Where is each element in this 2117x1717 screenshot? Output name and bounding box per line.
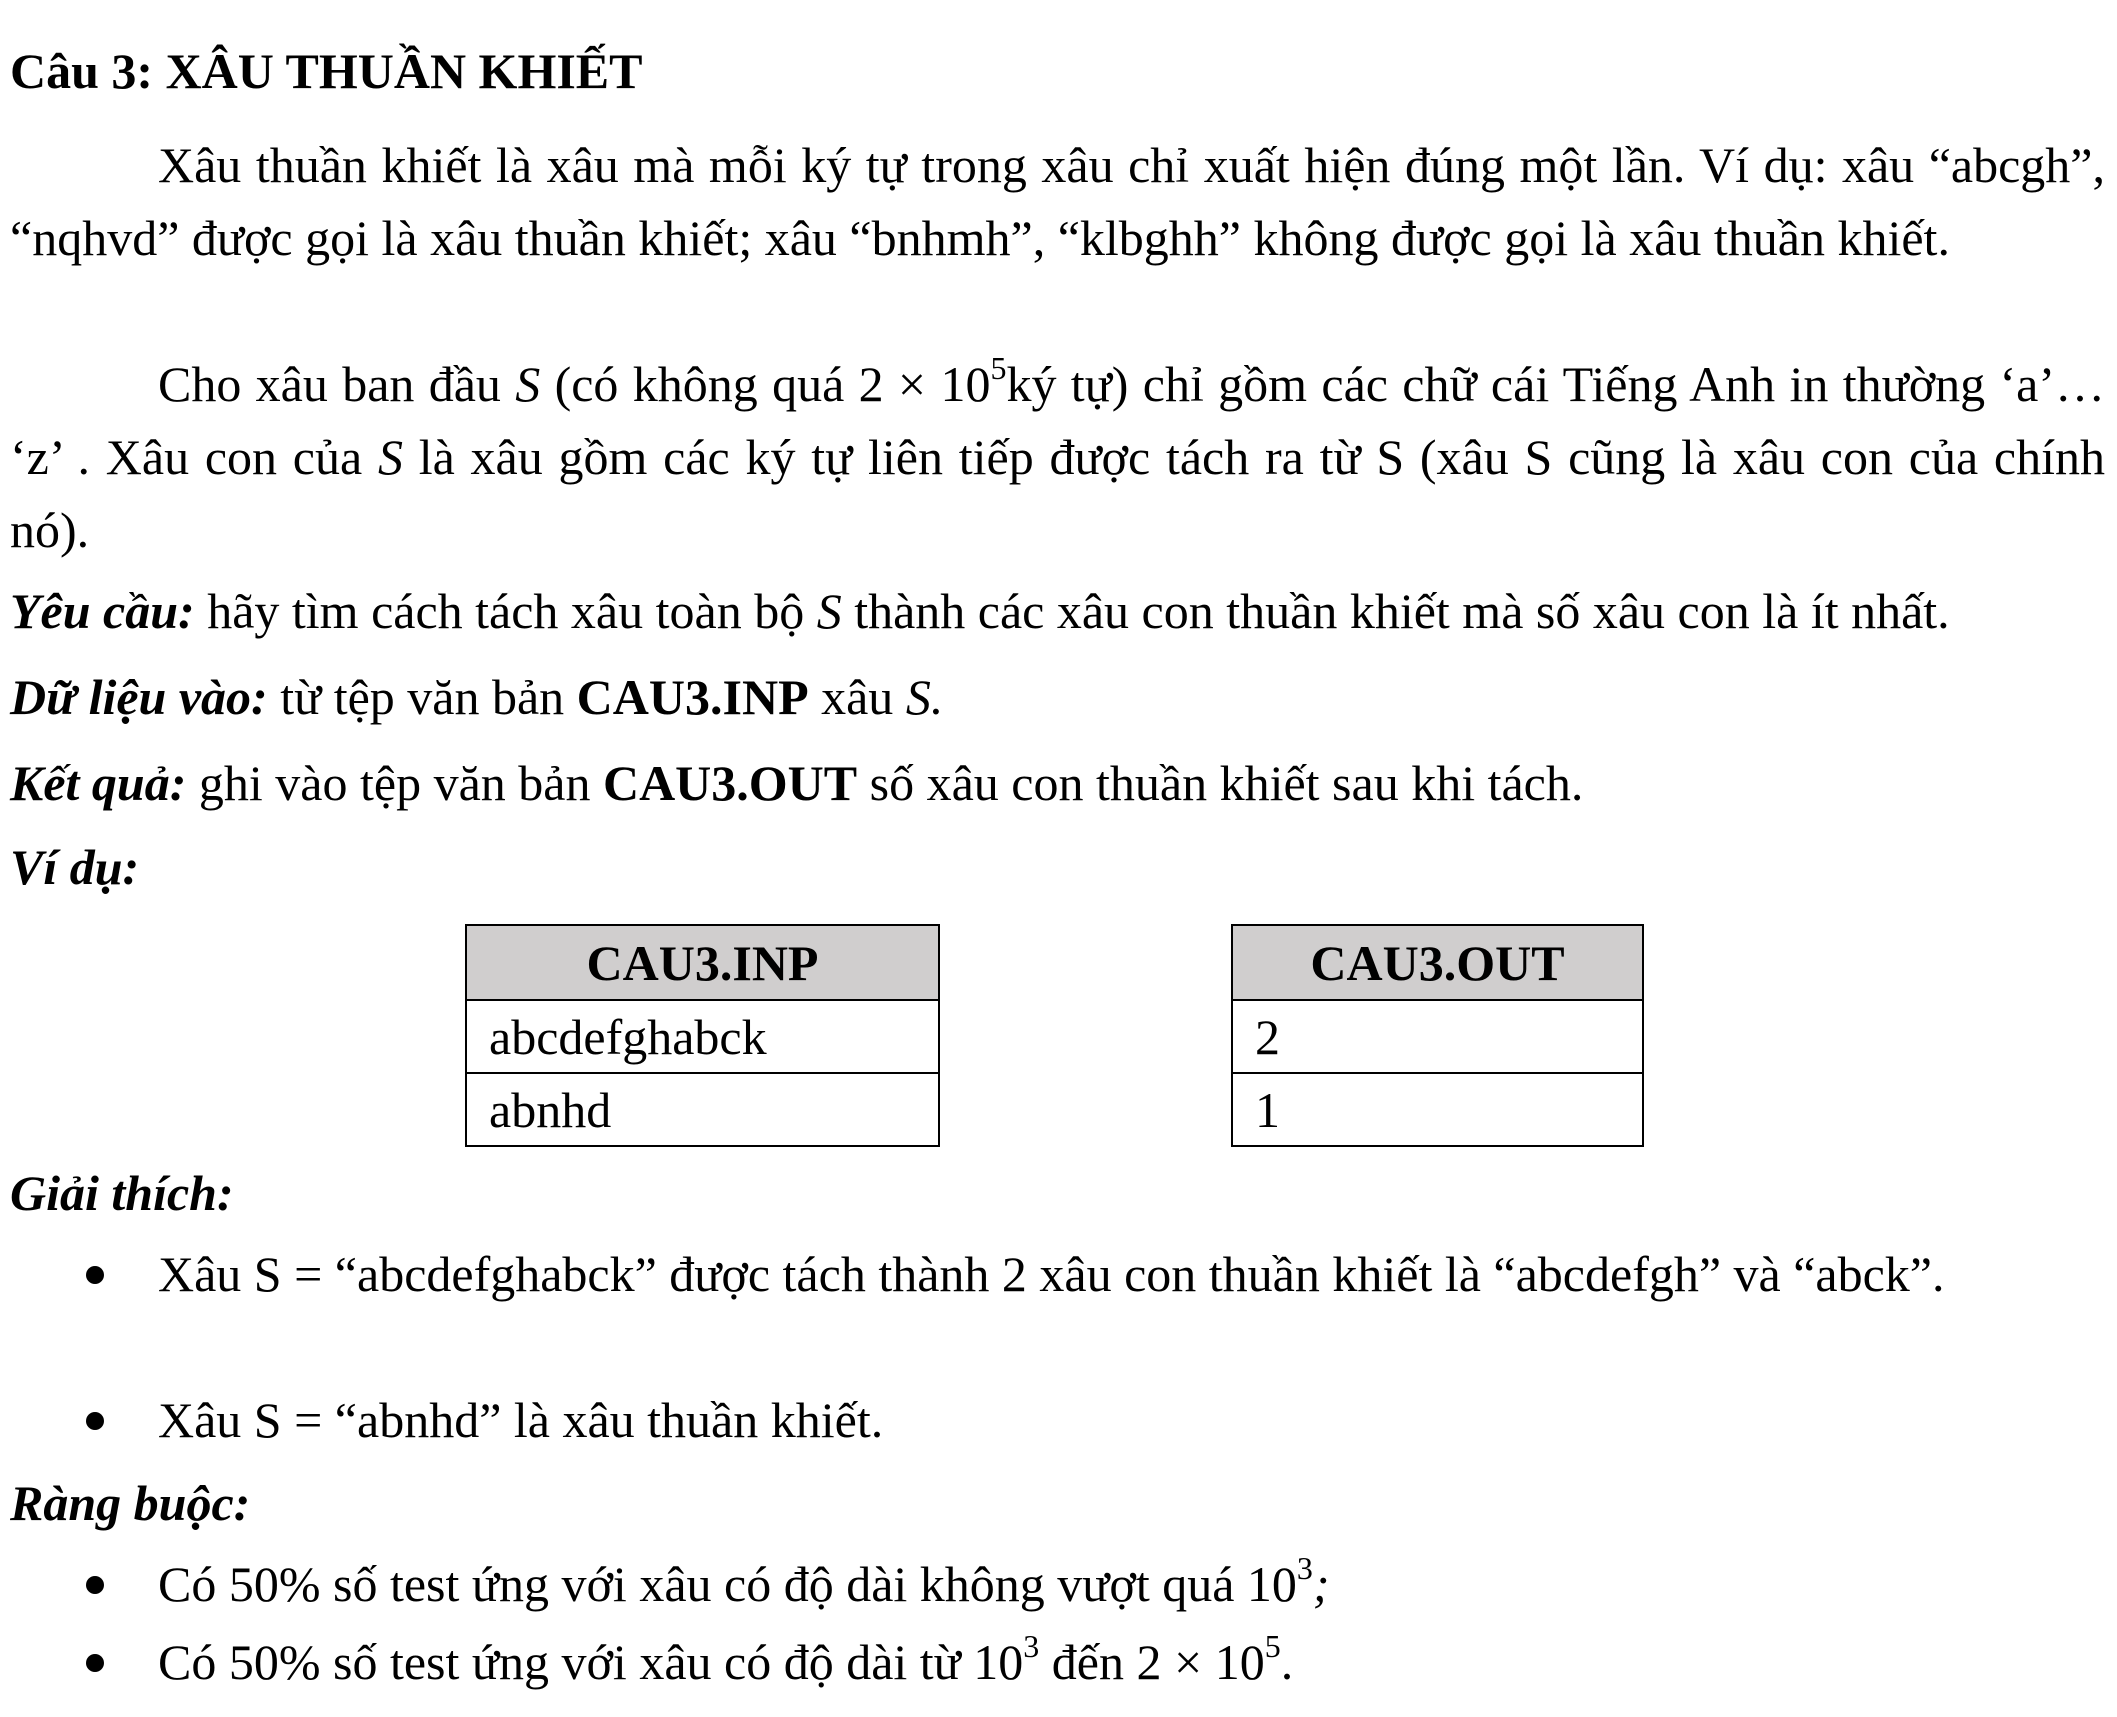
output-filename: CAU3.OUT — [602, 755, 858, 811]
output-table-cell: 1 — [1232, 1073, 1643, 1146]
output-label: Kết quả: — [10, 755, 187, 811]
requirement-var-s: S — [816, 583, 842, 639]
input-table-header: CAU3.INP — [466, 925, 939, 1000]
p2-var-s-2: S — [377, 429, 403, 485]
constraint-2-mid: đến 2 × 10 — [1039, 1634, 1265, 1690]
input-text-b: xâu — [808, 669, 906, 725]
constraint-2-exponent-2: 5 — [1264, 1628, 1281, 1664]
p2-text-a: Cho xâu ban đầu — [158, 356, 516, 412]
output-text-b: số xâu con thuần khiết sau khi tách. — [857, 755, 1584, 811]
input-text-a: từ tệp văn bản — [267, 669, 577, 725]
constraints-label: Ràng buộc: — [10, 1475, 251, 1531]
constraint-2-text: Có 50% số test ứng với xâu có độ dài từ 10 — [158, 1634, 1024, 1690]
bullet-icon — [86, 1412, 104, 1430]
input-table-cell: abnhd — [466, 1073, 939, 1146]
intro-paragraph — [10, 129, 2105, 275]
input-table-cell: abcdefghabck — [466, 1000, 939, 1073]
example-label: Ví dụ: — [10, 839, 140, 895]
input-filename: CAU3.INP — [576, 669, 809, 725]
output-text-a: ghi vào tệp văn bản — [186, 755, 603, 811]
requirement-line — [10, 582, 1950, 640]
constraint-1-exponent: 3 — [1296, 1550, 1313, 1586]
p2-text-c: ký tự) chỉ gồm các chữ cái Tiếng Anh in thường ‘a’… ‘z’ . Xâu con của — [10, 356, 2105, 485]
p2-text-b: (có không quá 2 × 10 — [540, 356, 991, 412]
constraint-2-end: . — [1280, 1634, 1294, 1690]
constraint-text — [158, 1626, 2028, 1699]
requirement-text-b: thành các xâu con thuần khiết mà số xâu con là ít nhất. — [841, 583, 1950, 639]
explanation-label: Giải thích: — [10, 1165, 234, 1221]
input-description-paragraph — [10, 348, 2105, 567]
requirement-label: Yêu cầu: — [10, 583, 195, 639]
p2-text-d: là xâu gồm các ký tự liên tiếp được tách ra từ S (xâu S cũng là xâu con của chính nó). — [10, 429, 2105, 558]
output-table-cell: 2 — [1232, 1000, 1643, 1073]
constraint-1-end: ; — [1312, 1556, 1330, 1612]
example-input-table — [465, 924, 940, 1147]
constraint-2-exponent-1: 3 — [1023, 1628, 1040, 1664]
problem-title: Câu 3: XÂU THUẦN KHIẾT — [10, 43, 643, 99]
output-line — [10, 754, 1583, 812]
input-label: Dữ liệu vào: — [10, 669, 268, 725]
explanation-text: Xâu S = “abcdefghabck” được tách thành 2 xâu con thuần khiết là “abcdefgh” và “abck”. — [158, 1246, 1945, 1302]
explanation-text: Xâu S = “abnhd” là xâu thuần khiết. — [158, 1392, 884, 1448]
bullet-icon — [86, 1266, 104, 1284]
bullet-icon — [86, 1654, 104, 1672]
intro-text: Xâu thuần khiết là xâu mà mỗi ký tự trong xâu chỉ xuất hiện đúng một lần. Ví dụ: xâu “abcgh”, “nqhvd” được gọi là xâu thuần khiết; xâu “bnhmh”, “klbghh” không được gọi là xâu thuần khiết. — [10, 137, 2105, 266]
constraint-1-text: Có 50% số test ứng với xâu có độ dài không vượt quá 10 — [158, 1556, 1297, 1612]
input-line — [10, 668, 943, 726]
p2-exponent: 5 — [990, 350, 1007, 386]
example-output-table — [1231, 924, 1644, 1147]
constraint-text — [158, 1548, 2028, 1621]
requirement-text-a: hãy tìm cách tách xâu toàn bộ — [194, 583, 817, 639]
bullet-icon — [86, 1576, 104, 1594]
input-var-s: S. — [905, 669, 944, 725]
p2-var-s: S — [515, 356, 541, 412]
output-table-header: CAU3.OUT — [1232, 925, 1643, 1000]
